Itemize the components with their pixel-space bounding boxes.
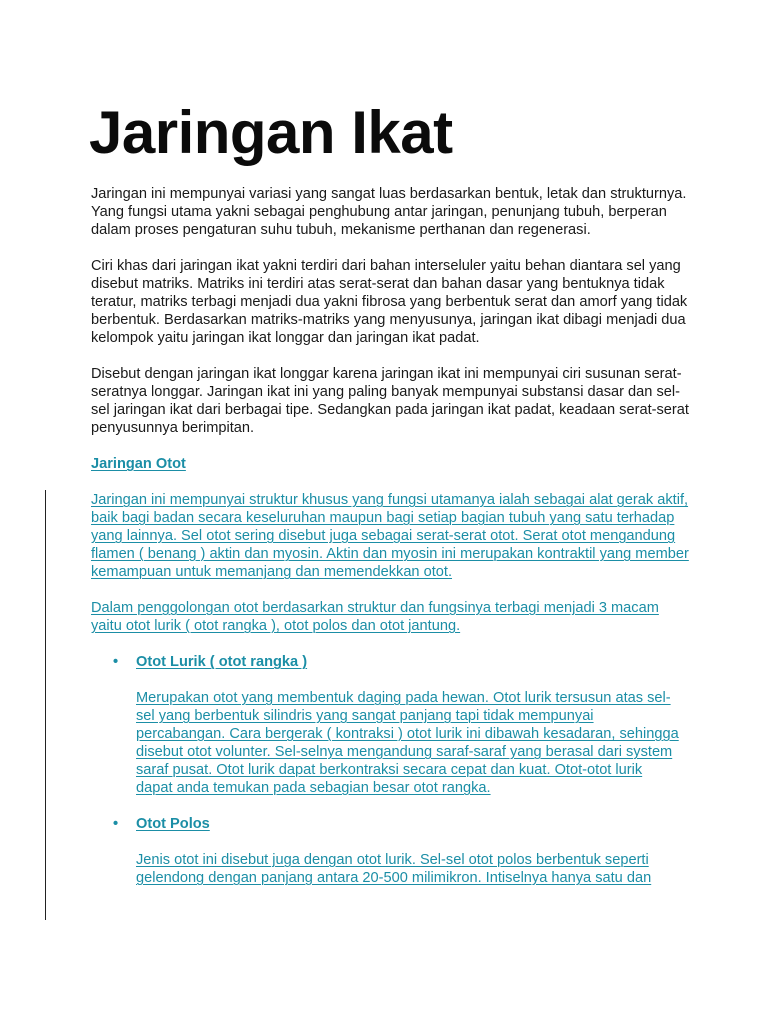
section-paragraph-1 [91,491,691,581]
muscle-type-list [91,653,691,887]
list-item-text [136,689,681,797]
section-paragraph-1-link[interactable]: Jaringan ini mempunyai struktur khusus yang fungsi utamanya ialah sebagai alat gerak aktif, baik bagi badan secara keseluruhan maupun bagi setiap bagian tubuh yang satu terhadap yang lainnya. Sel otot sering disebut juga sebagai serat-serat otot. Serat otot mengandung flamen ( benang ) aktin dan myosin. Aktin dan myosin ini merupakan kontraktil yang member kemampuan untuk memanjang dan memendekkan otot. [91,492,689,580]
page-title: Jaringan Ikat [89,99,453,166]
section-heading-jaringan-otot [91,455,691,473]
margin-change-bar [45,490,46,920]
list-item-otot-lurik [91,653,691,797]
list-item-heading [136,653,691,671]
list-item-text [136,851,681,887]
intro-paragraph-2: Ciri khas dari jaringan ikat yakni terdiri dari bahan interseluler yaitu behan diantara sel yang disebut matriks. Matriks ini terdiri atas serat-serat dan bahan dasar yang bentuknya tidak teratur, matriks terbagi menjadi dua yakni fibrosa yang berbentuk serat dan amorf yang tidak berbentuk. Berdasarkan matriks-matriks yang menyusunya, jaringan ikat dibagi menjadi dua kelompok yaitu jaringan ikat longgar dan jaringan ikat padat. [91,258,688,346]
section-heading-link[interactable]: Jaringan Otot [91,456,186,472]
document-body [91,185,691,905]
section-paragraph-2 [91,599,691,635]
bullet-icon: • [113,816,119,832]
list-item-heading [136,815,691,833]
list-item-otot-polos [91,815,691,887]
intro-paragraph-1: Jaringan ini mempunyai variasi yang sangat luas berdasarkan bentuk, letak dan strukturnya. Yang fungsi utama yakni sebagai penghubung antar jaringan, penunjang tubuh, berperan dalam proses pengaturan suhu tubuh, mekanisme perthanan dan regenerasi. [91,186,687,238]
intro-paragraph-3: Disebut dengan jaringan ikat longgar karena jaringan ikat ini mempunyai ciri susunan serat-seratnya longgar. Jaringan ikat ini yang paling banyak mempunyai substansi dasar dan sel-sel jaringan ikat dari berbagai tipe. Sedangkan pada jaringan ikat padat, keadaan serat-serat penyusunnya berimpitan. [91,366,689,436]
otot-polos-heading-link[interactable]: Otot Polos [136,816,210,832]
otot-lurik-text-link[interactable]: Merupakan otot yang membentuk daging pada hewan. Otot lurik tersusun atas sel-sel yang berbentuk silindris yang sangat panjang tapi tidak mempunyai percabangan. Cara bergerak ( kontraksi ) otot lurik ini dibawah kesadaran, sehingga disebut otot volunter. Sel-selnya mengandung saraf-saraf yang berasal dari system saraf pusat. Otot lurik dapat berkontraksi secara cepat dan kuat. Otot-otot lurik dapat anda temukan pada sebagian besar otot rangka. [136,690,679,796]
bullet-icon: • [113,654,119,670]
otot-lurik-heading-link[interactable]: Otot Lurik ( otot rangka ) [136,654,308,670]
otot-polos-text-link[interactable]: Jenis otot ini disebut juga dengan otot lurik. Sel-sel otot polos berbentuk seperti gelendong dengan panjang antara 20-500 milimikron. Intiselnya hanya satu dan [136,852,652,886]
section-paragraph-2-link[interactable]: Dalam penggolongan otot berdasarkan struktur dan fungsinya terbagi menjadi 3 macam yaitu otot lurik ( otot rangka ), otot polos dan otot jantung. [91,600,659,634]
